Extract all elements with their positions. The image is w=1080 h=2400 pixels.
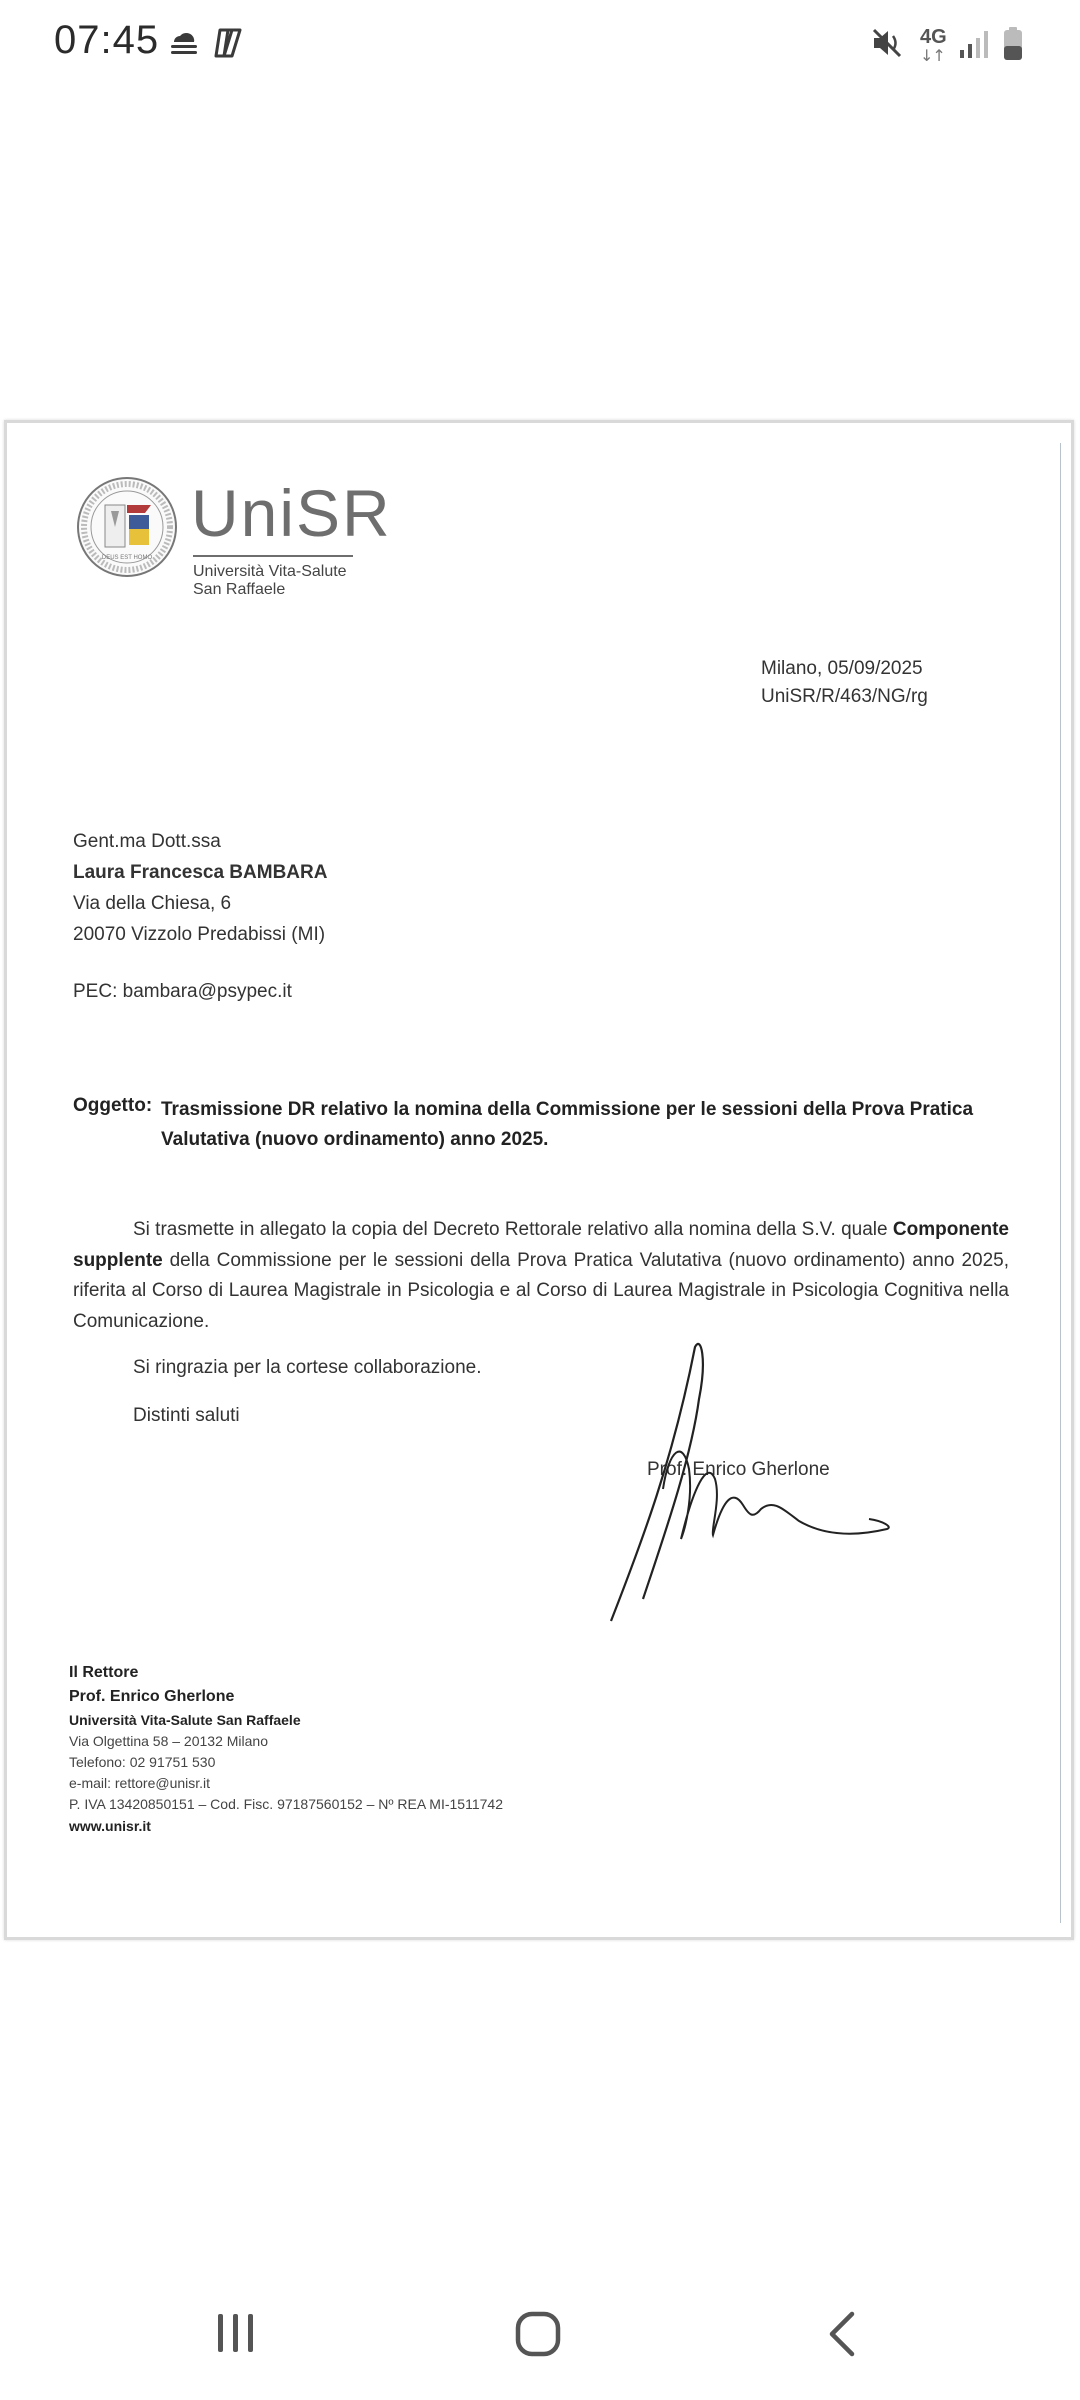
recipient-salutation: Gent.ma Dott.ssa	[73, 831, 221, 852]
brand-divider	[193, 555, 353, 557]
home-icon[interactable]	[514, 2310, 564, 2358]
status-bar	[0, 0, 1080, 90]
document-viewer[interactable]	[4, 420, 1074, 1940]
date-place: Milano, 05/09/2025	[761, 658, 923, 679]
footer-address: Via Olgettina 58 – 20132 Milano	[69, 1733, 268, 1749]
footer-block	[69, 1661, 503, 1837]
subject-text: Trasmissione DR relativo la nomina della Commissione per le sessioni della Prova Pratica Valutativa (nuovo ordinamento) anno 2025.	[161, 1099, 974, 1150]
university-seal-icon	[75, 475, 179, 579]
recipient-address	[73, 826, 327, 950]
foggy-weather-icon	[168, 28, 200, 58]
recipient-city: 20070 Vizzolo Predabissi (MI)	[73, 924, 326, 945]
recent-apps-icon[interactable]	[214, 2310, 258, 2356]
subject-label: Oggetto:	[73, 1095, 153, 1116]
body-bold: Componente supplente	[73, 1219, 1009, 1271]
back-icon[interactable]	[822, 2310, 862, 2358]
battery-icon	[1002, 26, 1024, 62]
date-block	[761, 655, 928, 711]
recipient-pec: PEC: bambara@psypec.it	[73, 981, 292, 1002]
mute-vibrate-icon	[870, 26, 904, 60]
navigation-bar	[0, 2290, 1080, 2380]
brand-subtitle-line2: San Raffaele	[193, 581, 286, 598]
thanks-line: Si ringrazia per la cortese collaborazione.	[133, 1357, 482, 1378]
handwritten-signature	[603, 1339, 913, 1629]
footer-email: e-mail: rettore@unisr.it	[69, 1775, 211, 1791]
brand-subtitle-line1: Università Vita-Salute	[193, 563, 347, 580]
signal-strength-icon	[958, 28, 990, 60]
footer-tax-info: P. IVA 13420850151 – Cod. Fisc. 97187560152 – Nº REA MI-1511742	[69, 1796, 503, 1812]
status-clock: 07:45	[54, 18, 160, 62]
footer-website: www.unisr.it	[69, 1818, 151, 1834]
body-part2: della Commissione per le sessioni della Prova Pratica Valutativa (nuovo ordinamento) anno 2025, riferita al Corso di Laurea Magistrale in Psicologia e al Corso di Laurea Magistrale in Psicologia Cognitiva nella Comunicazione.	[73, 1249, 1009, 1332]
network-activity-arrows: ↓↑	[920, 46, 945, 65]
body-paragraph	[73, 1215, 1009, 1337]
footer-role: Il Rettore	[69, 1664, 139, 1681]
brand-subtitle	[193, 563, 347, 599]
footer-institution: Università Vita-Salute San Raffaele	[69, 1712, 301, 1728]
brand-name: UniSR	[191, 476, 392, 550]
recipient-street: Via della Chiesa, 6	[73, 893, 232, 914]
protocol-number: UniSR/R/463/NG/rg	[761, 686, 928, 707]
regards-line: Distinti saluti	[133, 1405, 240, 1426]
footer-name: Prof. Enrico Gherlone	[69, 1688, 235, 1705]
seal-motto: DEUS EST HOMO	[101, 555, 153, 561]
page-edge-line	[1060, 443, 1061, 1923]
network-type-label: 4G	[920, 26, 947, 48]
footer-phone: Telefono: 02 91751 530	[69, 1754, 216, 1770]
signer-name: Prof. Enrico Gherlone	[647, 1459, 830, 1480]
recipient-name: Laura Francesca BAMBARA	[73, 862, 328, 883]
body-part1: Si trasmette in allegato la copia del Decreto Rettorale relativo alla nomina della S.V. quale	[133, 1219, 893, 1240]
copilot-app-icon	[212, 26, 248, 60]
